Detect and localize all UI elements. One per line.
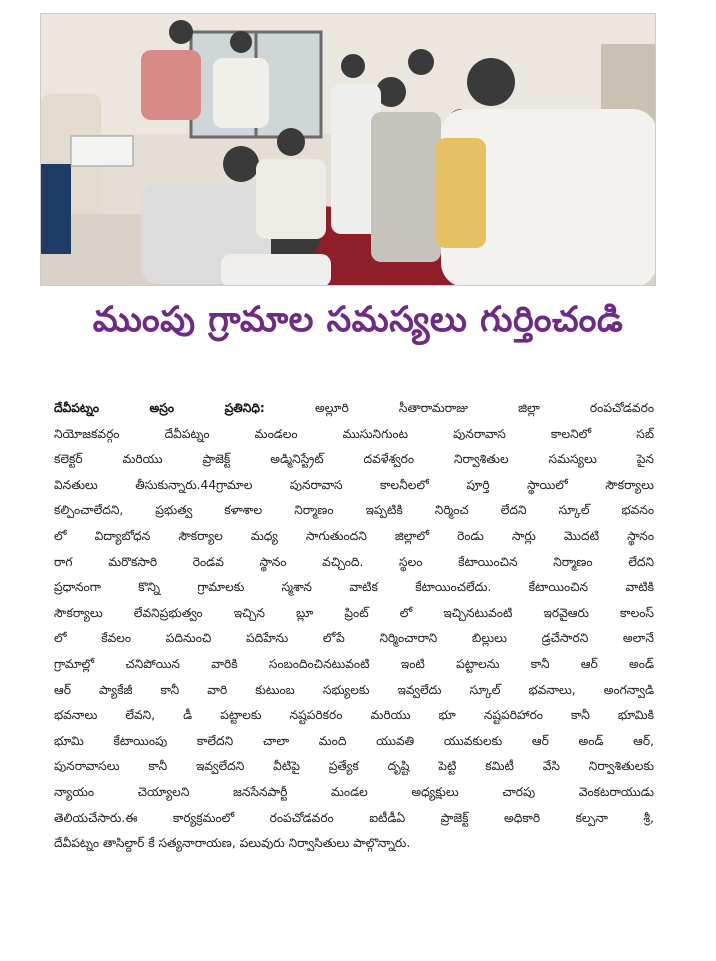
article-line: పునరావాసలు కానీ ఇవ్వలేదని వీటిపై ప్రత్యేక దృష్టి పెట్టి కమిటీ వేసి నిర్వాశితులకు	[54, 759, 654, 774]
article-line-text: అల్లూరి సీతారామరాజు జిల్లా రంపచోడవరం	[264, 401, 654, 415]
article-line: ఆర్ ప్యాకేజీ కానీ వారి కుటుంబ సభ్యులకు ఇవ్వలేదు స్కూల్ భవనాలు, అంగన్వాడి	[54, 682, 654, 697]
article-line: గ్రామాల్లో చనిపోయిన వారికి సంబందించినటువంటి ఇంటి పట్టాలను కానీ ఆర్ అండ్	[54, 656, 654, 671]
article-line: భూమి కేటాయింపు కాలేదని చాలా మంది యువతి యువకులకు ఆర్ అండ్ ఆర్,	[54, 733, 654, 748]
meeting-photo-illustration	[41, 14, 656, 286]
article-dateline: దేవీపట్నం అస్రం ప్రతినిధి:	[54, 401, 265, 415]
article-body	[54, 396, 654, 857]
news-photo	[40, 13, 656, 286]
article-line: కల్పించాలేదని, ప్రభుత్వ కళాశాల నిర్మాణం ఇప్పటికి నిర్మించ లేదని స్కూల్ భవనం	[54, 503, 654, 518]
article-line: సౌకర్యాలు లేవనిప్రభుత్వం ఇచ్చిన బ్లూ ప్రింట్ లో ఇచ్చినటువంటి ఇరవైఆరు కాలంస్	[54, 605, 654, 620]
article-line: నియోజకవర్గం దేవీపట్నం మండలం ముసునిగుంట పునరావాస కాలనిలో సబ్	[54, 426, 654, 441]
article-line: లో విద్యాబోధన సౌకర్యాల మధ్య సాగుతుందని జిల్లాలో రెండు సార్లు మొదటి స్థానం	[54, 528, 654, 543]
article-line: తెలియచేసారు.ఈ కార్యక్రమంలో రంపచోడవరం ఐటీడీఏ ప్రాజెక్ట్ అధికారి కల్పనా శ్రీ,	[54, 810, 654, 825]
article-line: ప్రధానంగా కొన్ని గ్రామాలకు స్మశాన వాటిక కేటాయించలేదు. కేటాయించిన వాటికి	[54, 580, 654, 595]
article-line: కలెక్టర్ మరియు ప్రాజెక్ట్ అడ్మినిస్ట్రేట్ దవళేశ్వరం నిర్వాశితుల సమస్యలు పైన	[54, 452, 654, 467]
article-line: భవనాలు లేవని, డీ పట్టాలకు నష్టపరికరం మరియు భూ నష్టపరిహారం కానీ భూమికి	[54, 708, 654, 723]
article-headline: ముంపు గ్రామాల సమస్యలు గుర్తించండి	[92, 300, 624, 340]
article-line: లో కేవలం పదినుంచి పదిహేను లోపే నిర్మించారాని బిల్లులు డ్రచేసారని అలానే	[54, 631, 654, 646]
article-line	[54, 396, 654, 422]
article-line: దేవీపట్నం తాసిల్దార్ కే సత్యనారాయణ, పలువురు నిర్వాసితులు పాల్గొన్నారు.	[54, 836, 411, 851]
article-line: వినతులు తీసుకున్నారు.44గ్రామాల పునరావాస కాలనీలలో పూర్తి స్థాయిలో సౌకర్యాలు	[54, 477, 654, 492]
article-line: రాగ మరొకసారి రెండవ స్థానం వచ్చింది. స్థలం కేటాయించిన నిర్మాణం లేదని	[54, 554, 654, 569]
article-line: న్యాయం చెయ్యాలని జనసేనపార్టీ మండల అధ్యక్షులు చారపు వెంకటరాయుడు	[54, 784, 654, 799]
